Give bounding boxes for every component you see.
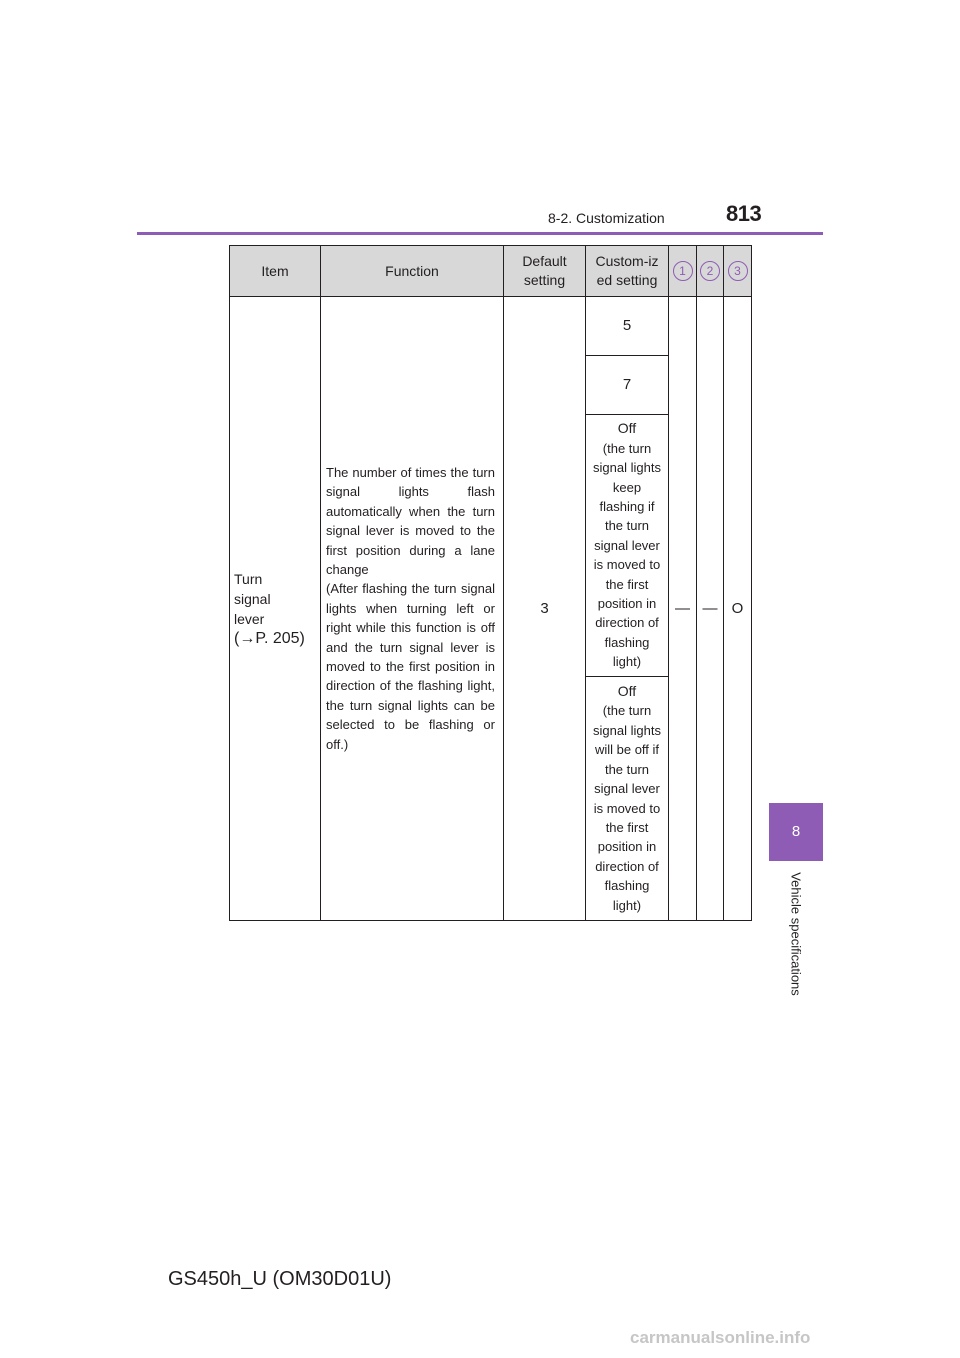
chapter-tab[interactable]: 8	[769, 803, 823, 861]
header-item: Item	[230, 246, 321, 297]
page-reference-link[interactable]: (→P. 205)	[234, 629, 305, 647]
table-header-row	[230, 246, 752, 297]
table-row	[230, 297, 752, 356]
page-number: 813	[726, 201, 762, 226]
option-off-keep-detail: (the turn signal lights keep flashing if the turn signal lever is moved to the first position in direction of flashing light)	[593, 440, 661, 670]
option-off-keep-cell	[586, 415, 669, 677]
customization-table	[229, 245, 752, 921]
col2-mark: —	[697, 297, 724, 921]
option-off-stop-cell	[586, 677, 669, 921]
circle-2-icon: 2	[700, 261, 720, 281]
header-default-setting	[504, 246, 586, 297]
watermark: carmanualsonline.info	[630, 1328, 811, 1347]
header-col-2	[697, 246, 724, 297]
circle-1-icon: 1	[673, 261, 693, 281]
header-customized-setting	[586, 246, 669, 297]
header-divider	[137, 232, 823, 235]
model-code: GS450h_U (OM30D01U)	[168, 1268, 392, 1290]
section-title: 8-2. Customization	[548, 210, 665, 226]
item-cell	[230, 297, 321, 921]
header-customized-text: Custom-ized setting	[595, 253, 659, 288]
function-cell	[321, 297, 504, 921]
option-off-keep-title: Off	[617, 420, 637, 437]
header-col-1	[669, 246, 697, 297]
header-default-text: Default setting	[522, 253, 567, 288]
col3-mark: O	[724, 297, 752, 921]
chapter-label: Vehicle specifications	[788, 872, 804, 996]
option-5-cell: 5	[586, 297, 669, 356]
item-name: Turn signal lever	[234, 570, 271, 627]
circle-3-icon: 3	[728, 261, 748, 281]
header-col-3	[724, 246, 752, 297]
option-7-cell: 7	[586, 356, 669, 415]
function-description: The number of times the turn signal lights flash automatically when the turn signal lever is moved to the first position during a lane change	[326, 464, 495, 577]
option-off-stop-detail: (the turn signal lights will be off if the turn signal lever is moved to the first position in direction of flashing light)	[593, 703, 661, 913]
default-setting-cell: 3	[504, 297, 586, 921]
col1-mark: —	[669, 297, 697, 921]
function-note: (After flashing the turn signal lights when turning left or right while this function is off and the turn signal lever is moved to the first position in direction of the flashing light, the turn signal lights can be selected to be flashing or off.)	[326, 581, 495, 752]
header-function: Function	[321, 246, 504, 297]
option-off-stop-title: Off	[617, 683, 637, 700]
